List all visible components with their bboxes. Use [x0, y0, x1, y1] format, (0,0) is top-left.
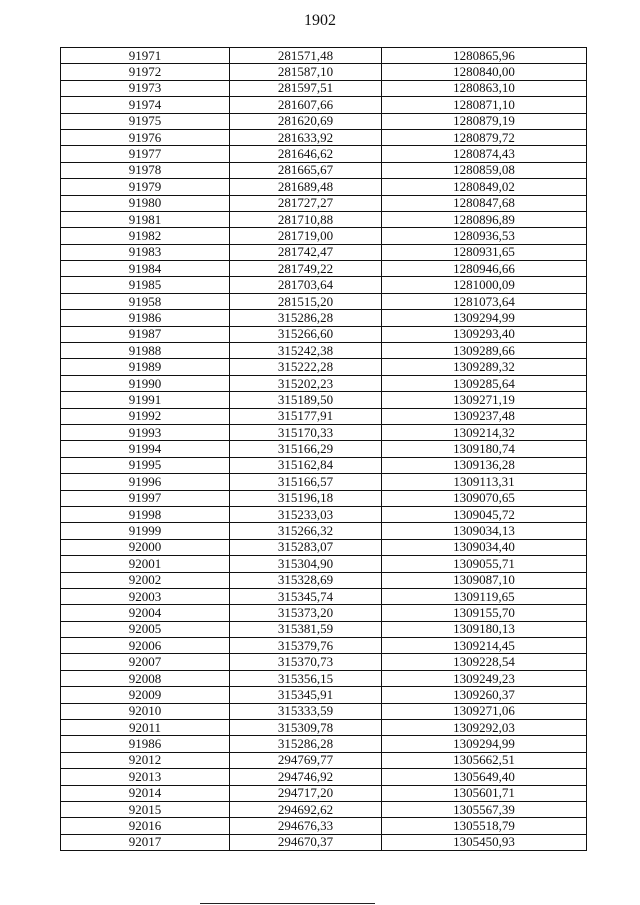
point-number-cell: 91987 [61, 326, 230, 342]
point-number-cell: 91973 [61, 80, 230, 96]
x-coordinate-cell: 315222,28 [230, 359, 382, 375]
x-coordinate-cell: 281571,48 [230, 48, 382, 64]
y-coordinate-cell: 1280849,02 [382, 179, 587, 195]
table-row [61, 654, 587, 670]
table-row [61, 588, 587, 604]
x-coordinate-cell: 281742,47 [230, 244, 382, 260]
bottom-rule [200, 903, 375, 904]
point-number-cell: 92001 [61, 556, 230, 572]
y-coordinate-cell: 1309113,31 [382, 474, 587, 490]
point-number-cell: 91985 [61, 277, 230, 293]
point-number-cell: 91976 [61, 129, 230, 145]
point-number-cell: 92012 [61, 752, 230, 768]
point-number-cell: 92017 [61, 834, 230, 850]
point-number-cell: 91986 [61, 736, 230, 752]
table-row [61, 621, 587, 637]
y-coordinate-cell: 1309136,28 [382, 457, 587, 473]
y-coordinate-cell: 1280946,66 [382, 261, 587, 277]
point-number-cell: 91974 [61, 97, 230, 113]
y-coordinate-cell: 1309249,23 [382, 670, 587, 686]
table-row [61, 211, 587, 227]
point-number-cell: 92015 [61, 801, 230, 817]
x-coordinate-cell: 281727,27 [230, 195, 382, 211]
y-coordinate-cell: 1280936,53 [382, 228, 587, 244]
y-coordinate-cell: 1309285,64 [382, 375, 587, 391]
table-row [61, 670, 587, 686]
x-coordinate-cell: 315233,03 [230, 506, 382, 522]
y-coordinate-cell: 1281000,09 [382, 277, 587, 293]
table-row [61, 64, 587, 80]
point-number-cell: 91988 [61, 343, 230, 359]
point-number-cell: 91971 [61, 48, 230, 64]
table-row [61, 490, 587, 506]
page-number: 1902 [304, 12, 336, 29]
x-coordinate-cell: 315345,91 [230, 687, 382, 703]
y-coordinate-cell: 1280840,00 [382, 64, 587, 80]
x-coordinate-cell: 315166,57 [230, 474, 382, 490]
point-number-cell: 91972 [61, 64, 230, 80]
table-row [61, 752, 587, 768]
y-coordinate-cell: 1280879,19 [382, 113, 587, 129]
y-coordinate-cell: 1280871,10 [382, 97, 587, 113]
table-row [61, 359, 587, 375]
y-coordinate-cell: 1305601,71 [382, 785, 587, 801]
point-number-cell: 92000 [61, 539, 230, 555]
point-number-cell: 91975 [61, 113, 230, 129]
y-coordinate-cell: 1309237,48 [382, 408, 587, 424]
table-row [61, 556, 587, 572]
y-coordinate-cell: 1309119,65 [382, 588, 587, 604]
x-coordinate-cell: 294746,92 [230, 769, 382, 785]
point-number-cell: 91979 [61, 179, 230, 195]
y-coordinate-cell: 1309034,40 [382, 539, 587, 555]
y-coordinate-cell: 1280863,10 [382, 80, 587, 96]
table-row [61, 424, 587, 440]
x-coordinate-cell: 281689,48 [230, 179, 382, 195]
point-number-cell: 91986 [61, 310, 230, 326]
y-coordinate-cell: 1309180,13 [382, 621, 587, 637]
table-row [61, 146, 587, 162]
point-number-cell: 91991 [61, 392, 230, 408]
x-coordinate-cell: 315177,91 [230, 408, 382, 424]
table-row [61, 310, 587, 326]
table-row [61, 162, 587, 178]
x-coordinate-cell: 281710,88 [230, 211, 382, 227]
point-number-cell: 91990 [61, 375, 230, 391]
x-coordinate-cell: 315283,07 [230, 539, 382, 555]
x-coordinate-cell: 315266,60 [230, 326, 382, 342]
x-coordinate-cell: 294676,33 [230, 818, 382, 834]
table-row [61, 801, 587, 817]
point-number-cell: 91978 [61, 162, 230, 178]
point-number-cell: 91977 [61, 146, 230, 162]
point-number-cell: 92014 [61, 785, 230, 801]
y-coordinate-cell: 1309214,32 [382, 424, 587, 440]
y-coordinate-cell: 1309214,45 [382, 638, 587, 654]
y-coordinate-cell: 1309289,66 [382, 343, 587, 359]
coordinates-table-body [61, 48, 587, 851]
table-row [61, 113, 587, 129]
point-number-cell: 92007 [61, 654, 230, 670]
table-row [61, 720, 587, 736]
x-coordinate-cell: 315345,74 [230, 588, 382, 604]
y-coordinate-cell: 1309294,99 [382, 310, 587, 326]
point-number-cell: 91958 [61, 293, 230, 309]
y-coordinate-cell: 1309070,65 [382, 490, 587, 506]
table-row [61, 834, 587, 850]
x-coordinate-cell: 315266,32 [230, 523, 382, 539]
y-coordinate-cell: 1305567,39 [382, 801, 587, 817]
x-coordinate-cell: 315286,28 [230, 310, 382, 326]
point-number-cell: 92013 [61, 769, 230, 785]
y-coordinate-cell: 1309271,06 [382, 703, 587, 719]
x-coordinate-cell: 294692,62 [230, 801, 382, 817]
table-row [61, 244, 587, 260]
table-row [61, 228, 587, 244]
table-row [61, 195, 587, 211]
x-coordinate-cell: 315242,38 [230, 343, 382, 359]
point-number-cell: 91996 [61, 474, 230, 490]
x-coordinate-cell: 281703,64 [230, 277, 382, 293]
table-row [61, 572, 587, 588]
x-coordinate-cell: 281620,69 [230, 113, 382, 129]
y-coordinate-cell: 1305518,79 [382, 818, 587, 834]
table-row [61, 785, 587, 801]
table-row [61, 97, 587, 113]
x-coordinate-cell: 315379,76 [230, 638, 382, 654]
x-coordinate-cell: 315202,23 [230, 375, 382, 391]
table-row [61, 523, 587, 539]
x-coordinate-cell: 315309,78 [230, 720, 382, 736]
table-row [61, 293, 587, 309]
table-row [61, 179, 587, 195]
point-number-cell: 92010 [61, 703, 230, 719]
point-number-cell: 91992 [61, 408, 230, 424]
table-row [61, 506, 587, 522]
x-coordinate-cell: 315328,69 [230, 572, 382, 588]
x-coordinate-cell: 281587,10 [230, 64, 382, 80]
y-coordinate-cell: 1309045,72 [382, 506, 587, 522]
y-coordinate-cell: 1309087,10 [382, 572, 587, 588]
y-coordinate-cell: 1280874,43 [382, 146, 587, 162]
x-coordinate-cell: 294717,20 [230, 785, 382, 801]
x-coordinate-cell: 281749,22 [230, 261, 382, 277]
point-number-cell: 91989 [61, 359, 230, 375]
point-number-cell: 91994 [61, 441, 230, 457]
table-row [61, 818, 587, 834]
point-number-cell: 92005 [61, 621, 230, 637]
table-row [61, 343, 587, 359]
table-row [61, 703, 587, 719]
y-coordinate-cell: 1305662,51 [382, 752, 587, 768]
y-coordinate-cell: 1280847,68 [382, 195, 587, 211]
x-coordinate-cell: 315166,29 [230, 441, 382, 457]
x-coordinate-cell: 315196,18 [230, 490, 382, 506]
y-coordinate-cell: 1309260,37 [382, 687, 587, 703]
table-row [61, 539, 587, 555]
table-row [61, 261, 587, 277]
x-coordinate-cell: 315170,33 [230, 424, 382, 440]
y-coordinate-cell: 1309180,74 [382, 441, 587, 457]
point-number-cell: 91998 [61, 506, 230, 522]
table-row [61, 441, 587, 457]
y-coordinate-cell: 1309055,71 [382, 556, 587, 572]
point-number-cell: 92003 [61, 588, 230, 604]
table-row [61, 769, 587, 785]
point-number-cell: 91984 [61, 261, 230, 277]
point-number-cell: 91980 [61, 195, 230, 211]
point-number-cell: 92004 [61, 605, 230, 621]
point-number-cell: 91993 [61, 424, 230, 440]
y-coordinate-cell: 1309292,03 [382, 720, 587, 736]
table-row [61, 326, 587, 342]
x-coordinate-cell: 281515,20 [230, 293, 382, 309]
point-number-cell: 91995 [61, 457, 230, 473]
table-row [61, 687, 587, 703]
table-row [61, 605, 587, 621]
x-coordinate-cell: 281646,62 [230, 146, 382, 162]
y-coordinate-cell: 1305649,40 [382, 769, 587, 785]
table-row [61, 638, 587, 654]
y-coordinate-cell: 1309294,99 [382, 736, 587, 752]
table-row [61, 457, 587, 473]
y-coordinate-cell: 1281073,64 [382, 293, 587, 309]
x-coordinate-cell: 281597,51 [230, 80, 382, 96]
x-coordinate-cell: 294670,37 [230, 834, 382, 850]
y-coordinate-cell: 1280879,72 [382, 129, 587, 145]
x-coordinate-cell: 281633,92 [230, 129, 382, 145]
table-row [61, 375, 587, 391]
point-number-cell: 92016 [61, 818, 230, 834]
x-coordinate-cell: 315381,59 [230, 621, 382, 637]
y-coordinate-cell: 1309293,40 [382, 326, 587, 342]
x-coordinate-cell: 294769,77 [230, 752, 382, 768]
coordinates-table [60, 47, 587, 851]
x-coordinate-cell: 315286,28 [230, 736, 382, 752]
x-coordinate-cell: 281607,66 [230, 97, 382, 113]
point-number-cell: 91997 [61, 490, 230, 506]
point-number-cell: 91982 [61, 228, 230, 244]
table-row [61, 277, 587, 293]
point-number-cell: 91999 [61, 523, 230, 539]
table-row [61, 408, 587, 424]
x-coordinate-cell: 281719,00 [230, 228, 382, 244]
table-row [61, 736, 587, 752]
x-coordinate-cell: 315370,73 [230, 654, 382, 670]
x-coordinate-cell: 315304,90 [230, 556, 382, 572]
y-coordinate-cell: 1309155,70 [382, 605, 587, 621]
x-coordinate-cell: 315333,59 [230, 703, 382, 719]
table-row [61, 80, 587, 96]
y-coordinate-cell: 1280865,96 [382, 48, 587, 64]
table-row [61, 392, 587, 408]
x-coordinate-cell: 315189,50 [230, 392, 382, 408]
x-coordinate-cell: 315373,20 [230, 605, 382, 621]
x-coordinate-cell: 315162,84 [230, 457, 382, 473]
point-number-cell: 92009 [61, 687, 230, 703]
point-number-cell: 92011 [61, 720, 230, 736]
y-coordinate-cell: 1309271,19 [382, 392, 587, 408]
table-row [61, 129, 587, 145]
table-row [61, 48, 587, 64]
y-coordinate-cell: 1280896,89 [382, 211, 587, 227]
y-coordinate-cell: 1309228,54 [382, 654, 587, 670]
coordinates-table-container [60, 47, 587, 851]
y-coordinate-cell: 1280931,65 [382, 244, 587, 260]
point-number-cell: 91981 [61, 211, 230, 227]
point-number-cell: 92006 [61, 638, 230, 654]
x-coordinate-cell: 281665,67 [230, 162, 382, 178]
y-coordinate-cell: 1280859,08 [382, 162, 587, 178]
table-row [61, 474, 587, 490]
x-coordinate-cell: 315356,15 [230, 670, 382, 686]
point-number-cell: 92008 [61, 670, 230, 686]
y-coordinate-cell: 1309289,32 [382, 359, 587, 375]
y-coordinate-cell: 1309034,13 [382, 523, 587, 539]
y-coordinate-cell: 1305450,93 [382, 834, 587, 850]
point-number-cell: 92002 [61, 572, 230, 588]
point-number-cell: 91983 [61, 244, 230, 260]
